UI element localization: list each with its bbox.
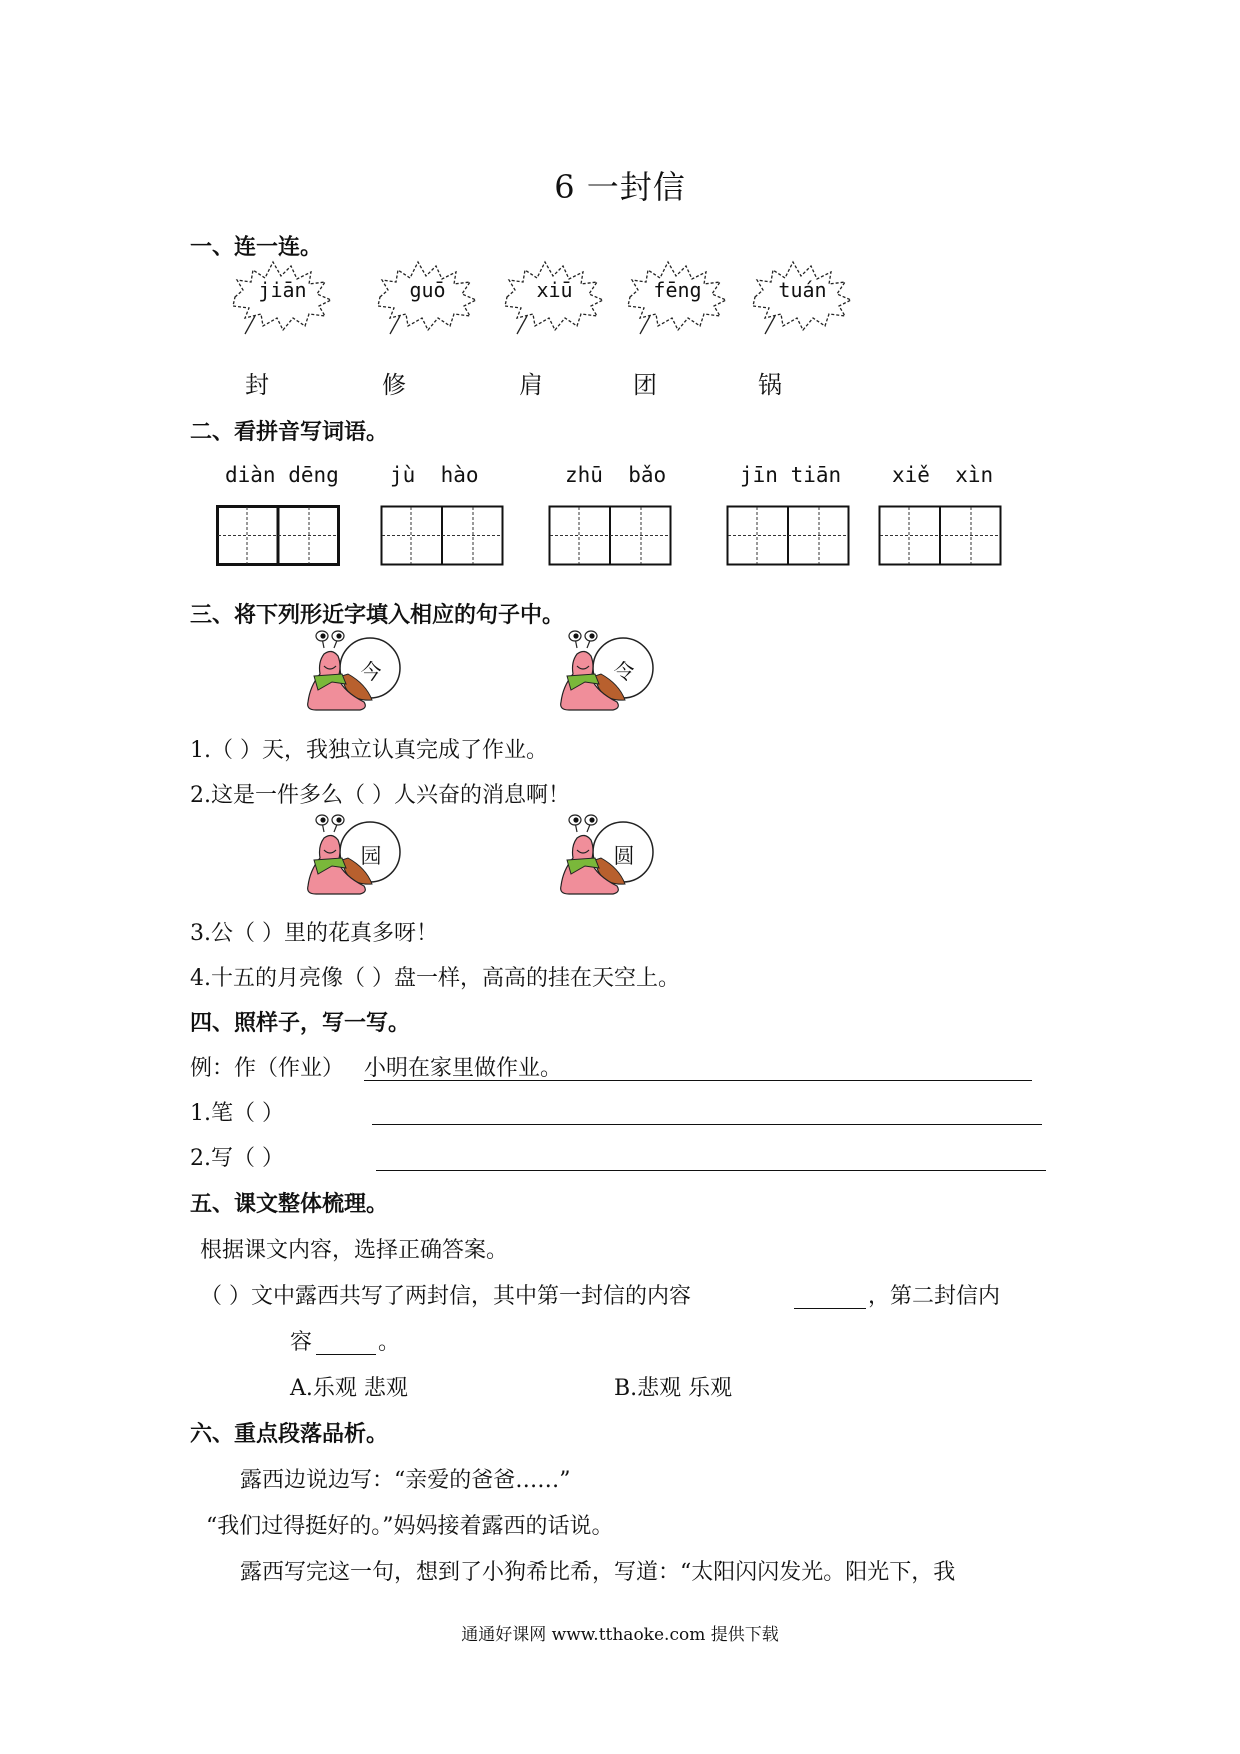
section-1-heading: 一、连一连。 xyxy=(190,235,323,260)
blank-2[interactable] xyxy=(316,1354,376,1355)
leaf-pinyin: guō xyxy=(409,278,446,302)
instruction: 根据课文内容，选择正确答案。 xyxy=(200,1238,509,1263)
match-char: 锅 xyxy=(758,371,782,399)
snail-card xyxy=(555,810,655,900)
leaf-card xyxy=(497,252,612,332)
option-a: A.乐观 悲观 xyxy=(290,1376,408,1401)
section-5-heading: 五、课文整体梳理。 xyxy=(190,1192,389,1217)
leaf-card xyxy=(620,252,735,332)
leaf-pinyin: tuán xyxy=(778,278,827,302)
match-char: 封 xyxy=(245,371,269,399)
question-3: 3.公（ ）里的花真多呀！ xyxy=(190,921,438,946)
leaf-pinyin: fēng xyxy=(653,278,702,302)
item-2-answer-line[interactable] xyxy=(376,1170,1046,1171)
pinyin-word: zhū bǎo xyxy=(565,463,667,487)
item-1-label: 1.笔（ ） xyxy=(190,1101,284,1126)
tianzige-grid[interactable] xyxy=(726,505,852,567)
match-char: 团 xyxy=(633,371,657,399)
snail-card xyxy=(555,626,655,716)
question-2: 2.这是一件多么（ ）人兴奋的消息啊！ xyxy=(190,783,570,808)
passage-line-3: 露西写完这一句，想到了小狗希比希，写道：“太阳闪闪发光。阳光下，我 xyxy=(240,1560,956,1585)
snail-char: 今 xyxy=(360,660,382,684)
tianzige-grid[interactable] xyxy=(216,505,342,567)
pinyin-word: diàn dēng xyxy=(225,463,339,487)
pinyin-word: xiě xìn xyxy=(892,463,994,487)
snail-char: 令 xyxy=(613,660,635,684)
item-1-answer-line[interactable] xyxy=(372,1124,1042,1125)
leaf-pinyin: jiān xyxy=(258,278,307,302)
leaf-card xyxy=(745,252,860,332)
section-6-heading: 六、重点段落品析。 xyxy=(190,1422,389,1447)
blank-1[interactable] xyxy=(794,1308,866,1309)
leaf-pinyin: xiū xyxy=(536,278,573,302)
match-char: 修 xyxy=(382,371,406,399)
option-b: B.悲观 乐观 xyxy=(614,1376,733,1401)
example-prefix: 例：作（作业） xyxy=(190,1056,345,1081)
question-1: 1.（ ）天，我独立认真完成了作业。 xyxy=(190,738,548,763)
snail-char: 园 xyxy=(360,844,382,868)
footer: 通通好课网 www.tthaoke.com 提供下载 xyxy=(461,1625,779,1645)
section-2-heading: 二、看拼音写词语。 xyxy=(190,420,389,445)
match-char: 肩 xyxy=(519,371,543,399)
pinyin-word: jīn tiān xyxy=(740,463,842,487)
pinyin-word: jù hào xyxy=(390,463,479,487)
snail-char: 圆 xyxy=(613,844,635,868)
question-4: 4.十五的月亮像（ ）盘一样，高高的挂在天空上。 xyxy=(190,966,680,991)
choice-question-b: ，第二封信内 xyxy=(868,1284,1001,1309)
page-title: 6 一封信 xyxy=(554,168,686,206)
section-4-heading: 四、照样子，写一写。 xyxy=(190,1011,411,1036)
tianzige-grid[interactable] xyxy=(380,505,506,567)
snail-card xyxy=(302,810,402,900)
passage-line-1: 露西边说边写：“亲爱的爸爸……” xyxy=(240,1468,571,1493)
example-underline xyxy=(364,1080,1032,1081)
choice-question-a: （ ）文中露西共写了两封信，其中第一封信的内容 xyxy=(200,1284,691,1309)
snail-card xyxy=(302,626,402,716)
leaf-card xyxy=(225,252,340,332)
choice-question-d: 。 xyxy=(378,1330,401,1355)
tianzige-grid[interactable] xyxy=(548,505,674,567)
leaf-card xyxy=(370,252,485,332)
item-2-label: 2.写（ ） xyxy=(190,1146,284,1171)
passage-line-2: “我们过得挺好的。”妈妈接着露西的话说。 xyxy=(206,1514,614,1539)
choice-question-c: 容 xyxy=(290,1330,313,1355)
example-answer: 小明在家里做作业。 xyxy=(364,1056,563,1081)
tianzige-grid[interactable] xyxy=(878,505,1004,567)
section-3-heading: 三、将下列形近字填入相应的句子中。 xyxy=(190,603,565,628)
